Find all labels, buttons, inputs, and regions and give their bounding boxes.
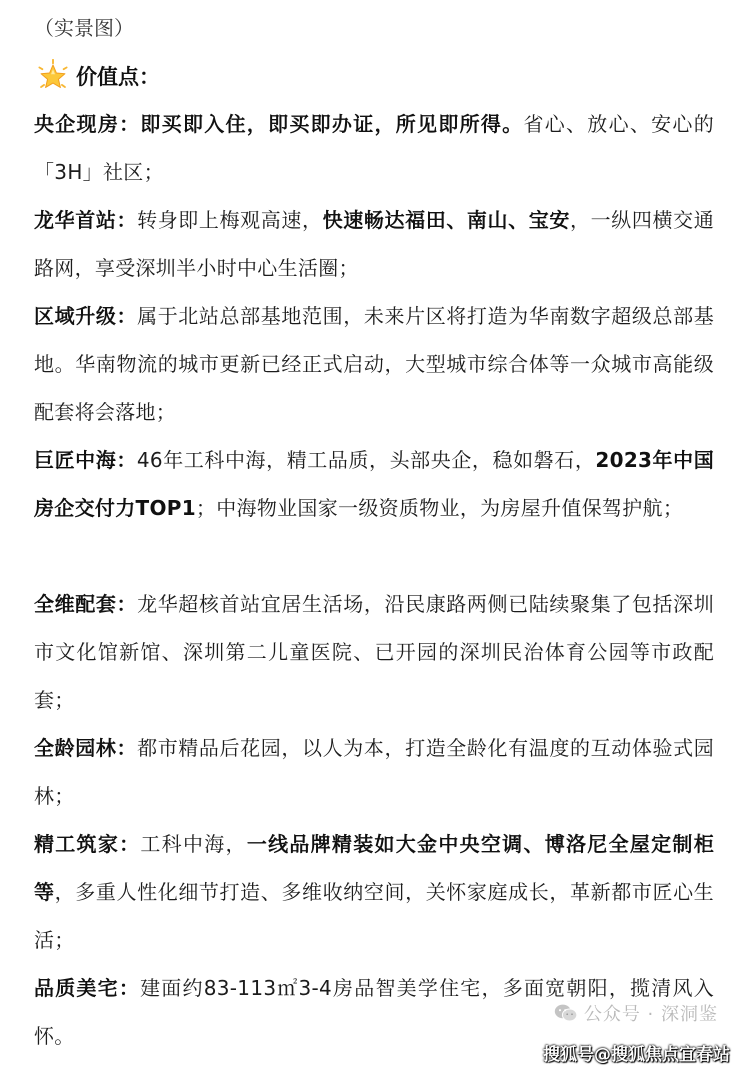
- value-point-text: ；中海物业国家一级资质物业，为房屋升值保驾护航；: [195, 496, 684, 520]
- value-point: [34, 724, 714, 820]
- value-point: [34, 436, 714, 532]
- wechat-icon: [554, 1003, 578, 1023]
- value-point-label: 龙华首站：: [34, 208, 138, 232]
- value-point-label: 品质美宅：: [34, 976, 141, 1000]
- value-point-text: 建面约83-113㎡3-4房品智美学住宅，多面宽朝阳，揽清风入怀。: [34, 976, 714, 1048]
- value-point-label: 区域升级：: [34, 304, 138, 328]
- value-point-highlight: 一线品牌精装如大金中央空调、博洛尼全屋定制柜等: [34, 832, 714, 904]
- value-point-text: 龙华超核首站宜居生活场，沿民康路两侧已陆续聚集了包括深圳市文化馆新馆、深圳第二儿童医院、已开园的深圳民治体育公园等市政配套；: [34, 592, 714, 712]
- value-point-highlight: 快速畅达福田、南山、宝安: [322, 208, 571, 232]
- value-point-text: 工科中海，: [140, 832, 247, 856]
- value-point-label: 巨匠中海：: [34, 448, 137, 472]
- value-point-text: 转身即上梅观高速，: [137, 208, 323, 232]
- value-point: [34, 292, 714, 436]
- value-point-label: 全龄园林：: [34, 736, 138, 760]
- value-point-text: 省心、放心、安心的「3H」社区；: [34, 112, 714, 184]
- value-point: [34, 820, 714, 964]
- photo-caption: （实景图）: [34, 16, 134, 40]
- value-point-label: 精工筑家：: [34, 832, 141, 856]
- value-point: [34, 580, 714, 724]
- value-point-text: ，多重人性化细节打造、多维收纳空间，关怀家庭成长，革新都市匠心生活；: [34, 880, 714, 952]
- heading-text: 价值点：: [76, 65, 160, 89]
- value-point-label: 全维配套：: [34, 592, 138, 616]
- source-credit: 搜狐号@搜狐焦点宜春站: [543, 1045, 730, 1065]
- account-watermark: [554, 1000, 718, 1026]
- value-point-highlight: 2023年中国房企交付力TOP1: [34, 448, 715, 520]
- value-point: [34, 100, 714, 196]
- value-points-heading: [36, 58, 160, 94]
- value-point-text: 属于北站总部基地范围，未来片区将打造为华南数字超级总部基地。华南物流的城市更新已经正式启动，大型城市综合体等一众城市高能级配套将会落地；: [34, 304, 714, 424]
- value-point-text: 都市精品后花园，以人为本，打造全龄化有温度的互动体验式园林；: [34, 736, 714, 808]
- glowing-star-icon: [36, 59, 70, 93]
- value-point-text: 46年工科中海，精工品质，头部央企，稳如磐石，: [136, 448, 596, 472]
- value-point-highlight: 即买即入住，即买即办证，所见即所得。: [140, 112, 524, 136]
- value-point-label: 央企现房：: [34, 112, 141, 136]
- value-point: [34, 196, 714, 292]
- value-point-text: ，一纵四横交通路网，享受深圳半小时中心生活圈；: [34, 208, 715, 280]
- watermark-text: 公众号 · 深洞鉴: [583, 1004, 718, 1025]
